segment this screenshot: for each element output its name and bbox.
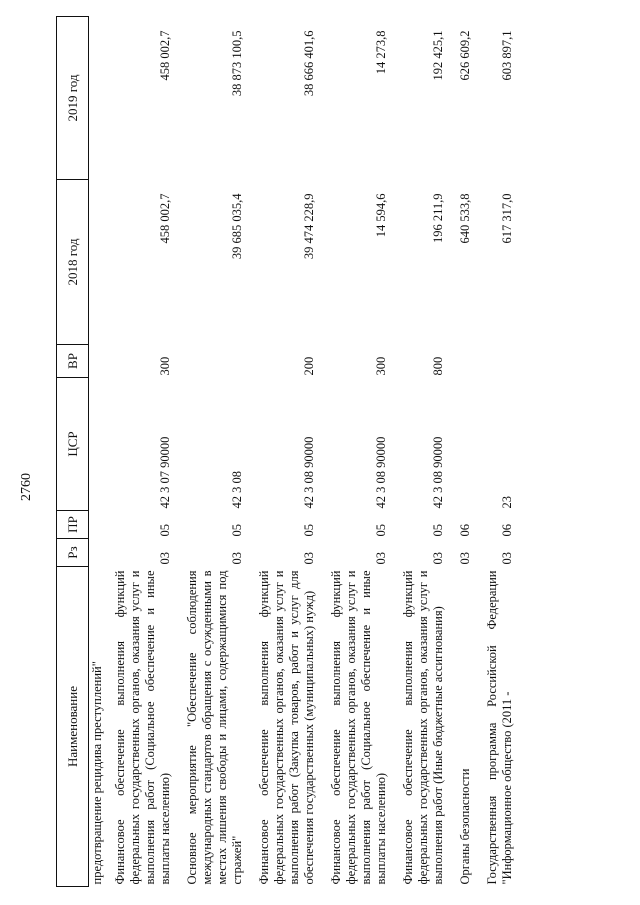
- row-2019: 38 666 401,6: [302, 30, 316, 97]
- row-csr: 42 3 08: [230, 471, 244, 509]
- row-2018: 196 211,9: [431, 193, 445, 244]
- carry-text: предотвращение рецидива преступлений": [90, 661, 104, 885]
- row-name: Финансовое обеспечение выполнения функций федеральных государственных органов, оказания услуг и выполнения работ (Закупка товаров, работ и услуг для обеспечения государственных (муниципальных) нужд): [257, 570, 316, 885]
- row-name: Основное мероприятие "Обеспечение соблюдения международных стандартов обращения с осужденными в местах лишения свободы и лицами, содержащимися под стражей": [185, 570, 244, 885]
- row-2018: 617 317,0: [500, 193, 514, 244]
- row-csr: 42 3 08 90000: [431, 436, 445, 509]
- table-row: [111, 17, 175, 887]
- row-rz: 03: [302, 552, 316, 565]
- row-rz: 03: [374, 552, 388, 565]
- table-row: [327, 17, 391, 887]
- row-vr: 200: [302, 356, 316, 376]
- header-2018: 2018 год: [57, 180, 89, 345]
- row-name: Органы безопасности: [458, 768, 472, 885]
- header-vr: ВР: [57, 345, 89, 378]
- row-vr: [456, 345, 475, 378]
- header-csr: ЦСР: [57, 378, 89, 511]
- row-name: Финансовое обеспечение выполнения функций федеральных государственных органов, оказания услуг и выполнения работ (Иные бюджетные ассигнования): [401, 570, 445, 885]
- row-rz: 03: [431, 552, 445, 565]
- row-csr: 42 3 08 90000: [302, 436, 316, 509]
- table-row: [183, 17, 247, 887]
- row-rz: 03: [500, 552, 514, 565]
- row-2019: 14 273,8: [374, 30, 388, 75]
- table-row: [255, 17, 319, 887]
- row-vr: [183, 345, 247, 378]
- row-pr: 06: [458, 524, 472, 537]
- row-2018: 458 002,7: [158, 193, 172, 244]
- row-name: Финансовое обеспечение выполнения функций федеральных государственных органов, оказания услуг и выполнения работ (Социальное обеспечение и иные выплаты населению): [329, 570, 388, 885]
- row-2018: 14 594,6: [374, 193, 388, 238]
- row-2019: 603 897,1: [500, 30, 514, 81]
- table-row: [456, 17, 475, 887]
- row-csr: 42 3 07 90000: [158, 436, 172, 509]
- row-csr: 23: [500, 496, 514, 509]
- row-rz: 03: [458, 552, 472, 565]
- table-row-carry: [89, 17, 112, 887]
- row-2019: 192 425,1: [431, 30, 445, 81]
- row-csr: 42 3 08 90000: [374, 436, 388, 509]
- row-2019: 38 873 100,5: [230, 30, 244, 97]
- row-vr: [483, 345, 517, 378]
- row-pr: 05: [158, 524, 172, 537]
- row-rz: 03: [158, 552, 172, 565]
- row-vr: 300: [374, 356, 388, 376]
- row-vr: 300: [158, 356, 172, 376]
- row-2018: 39 474 228,9: [302, 193, 316, 260]
- row-pr: 05: [431, 524, 445, 537]
- row-pr: 05: [230, 524, 244, 537]
- header-2019: 2019 год: [57, 17, 89, 180]
- row-pr: 05: [302, 524, 316, 537]
- row-2018: 640 533,8: [458, 193, 472, 244]
- row-2018: 39 685 035,4: [230, 193, 244, 260]
- row-pr: 06: [500, 524, 514, 537]
- row-pr: 05: [374, 524, 388, 537]
- table-row: [483, 17, 517, 887]
- header-row: [57, 17, 89, 887]
- header-rz: Рз: [57, 539, 89, 567]
- row-csr: [456, 378, 475, 511]
- header-pr: ПР: [57, 511, 89, 539]
- row-2019: 626 609,2: [458, 30, 472, 81]
- row-vr: 800: [431, 356, 445, 376]
- header-name: Наименование: [57, 567, 89, 887]
- row-name: Финансовое обеспечение выполнения функций федеральных государственных органов, оказания услуг и выполнения работ (Социальное обеспечение и иные выплаты населению): [113, 570, 172, 885]
- row-rz: 03: [230, 552, 244, 565]
- row-name: Государственная программа Российской Федерации "Информационное общество (2011 -: [485, 570, 514, 885]
- page-number: 2760: [19, 473, 34, 501]
- row-2019: 458 002,7: [158, 30, 172, 81]
- budget-table: [56, 16, 517, 887]
- table-row: [399, 17, 448, 887]
